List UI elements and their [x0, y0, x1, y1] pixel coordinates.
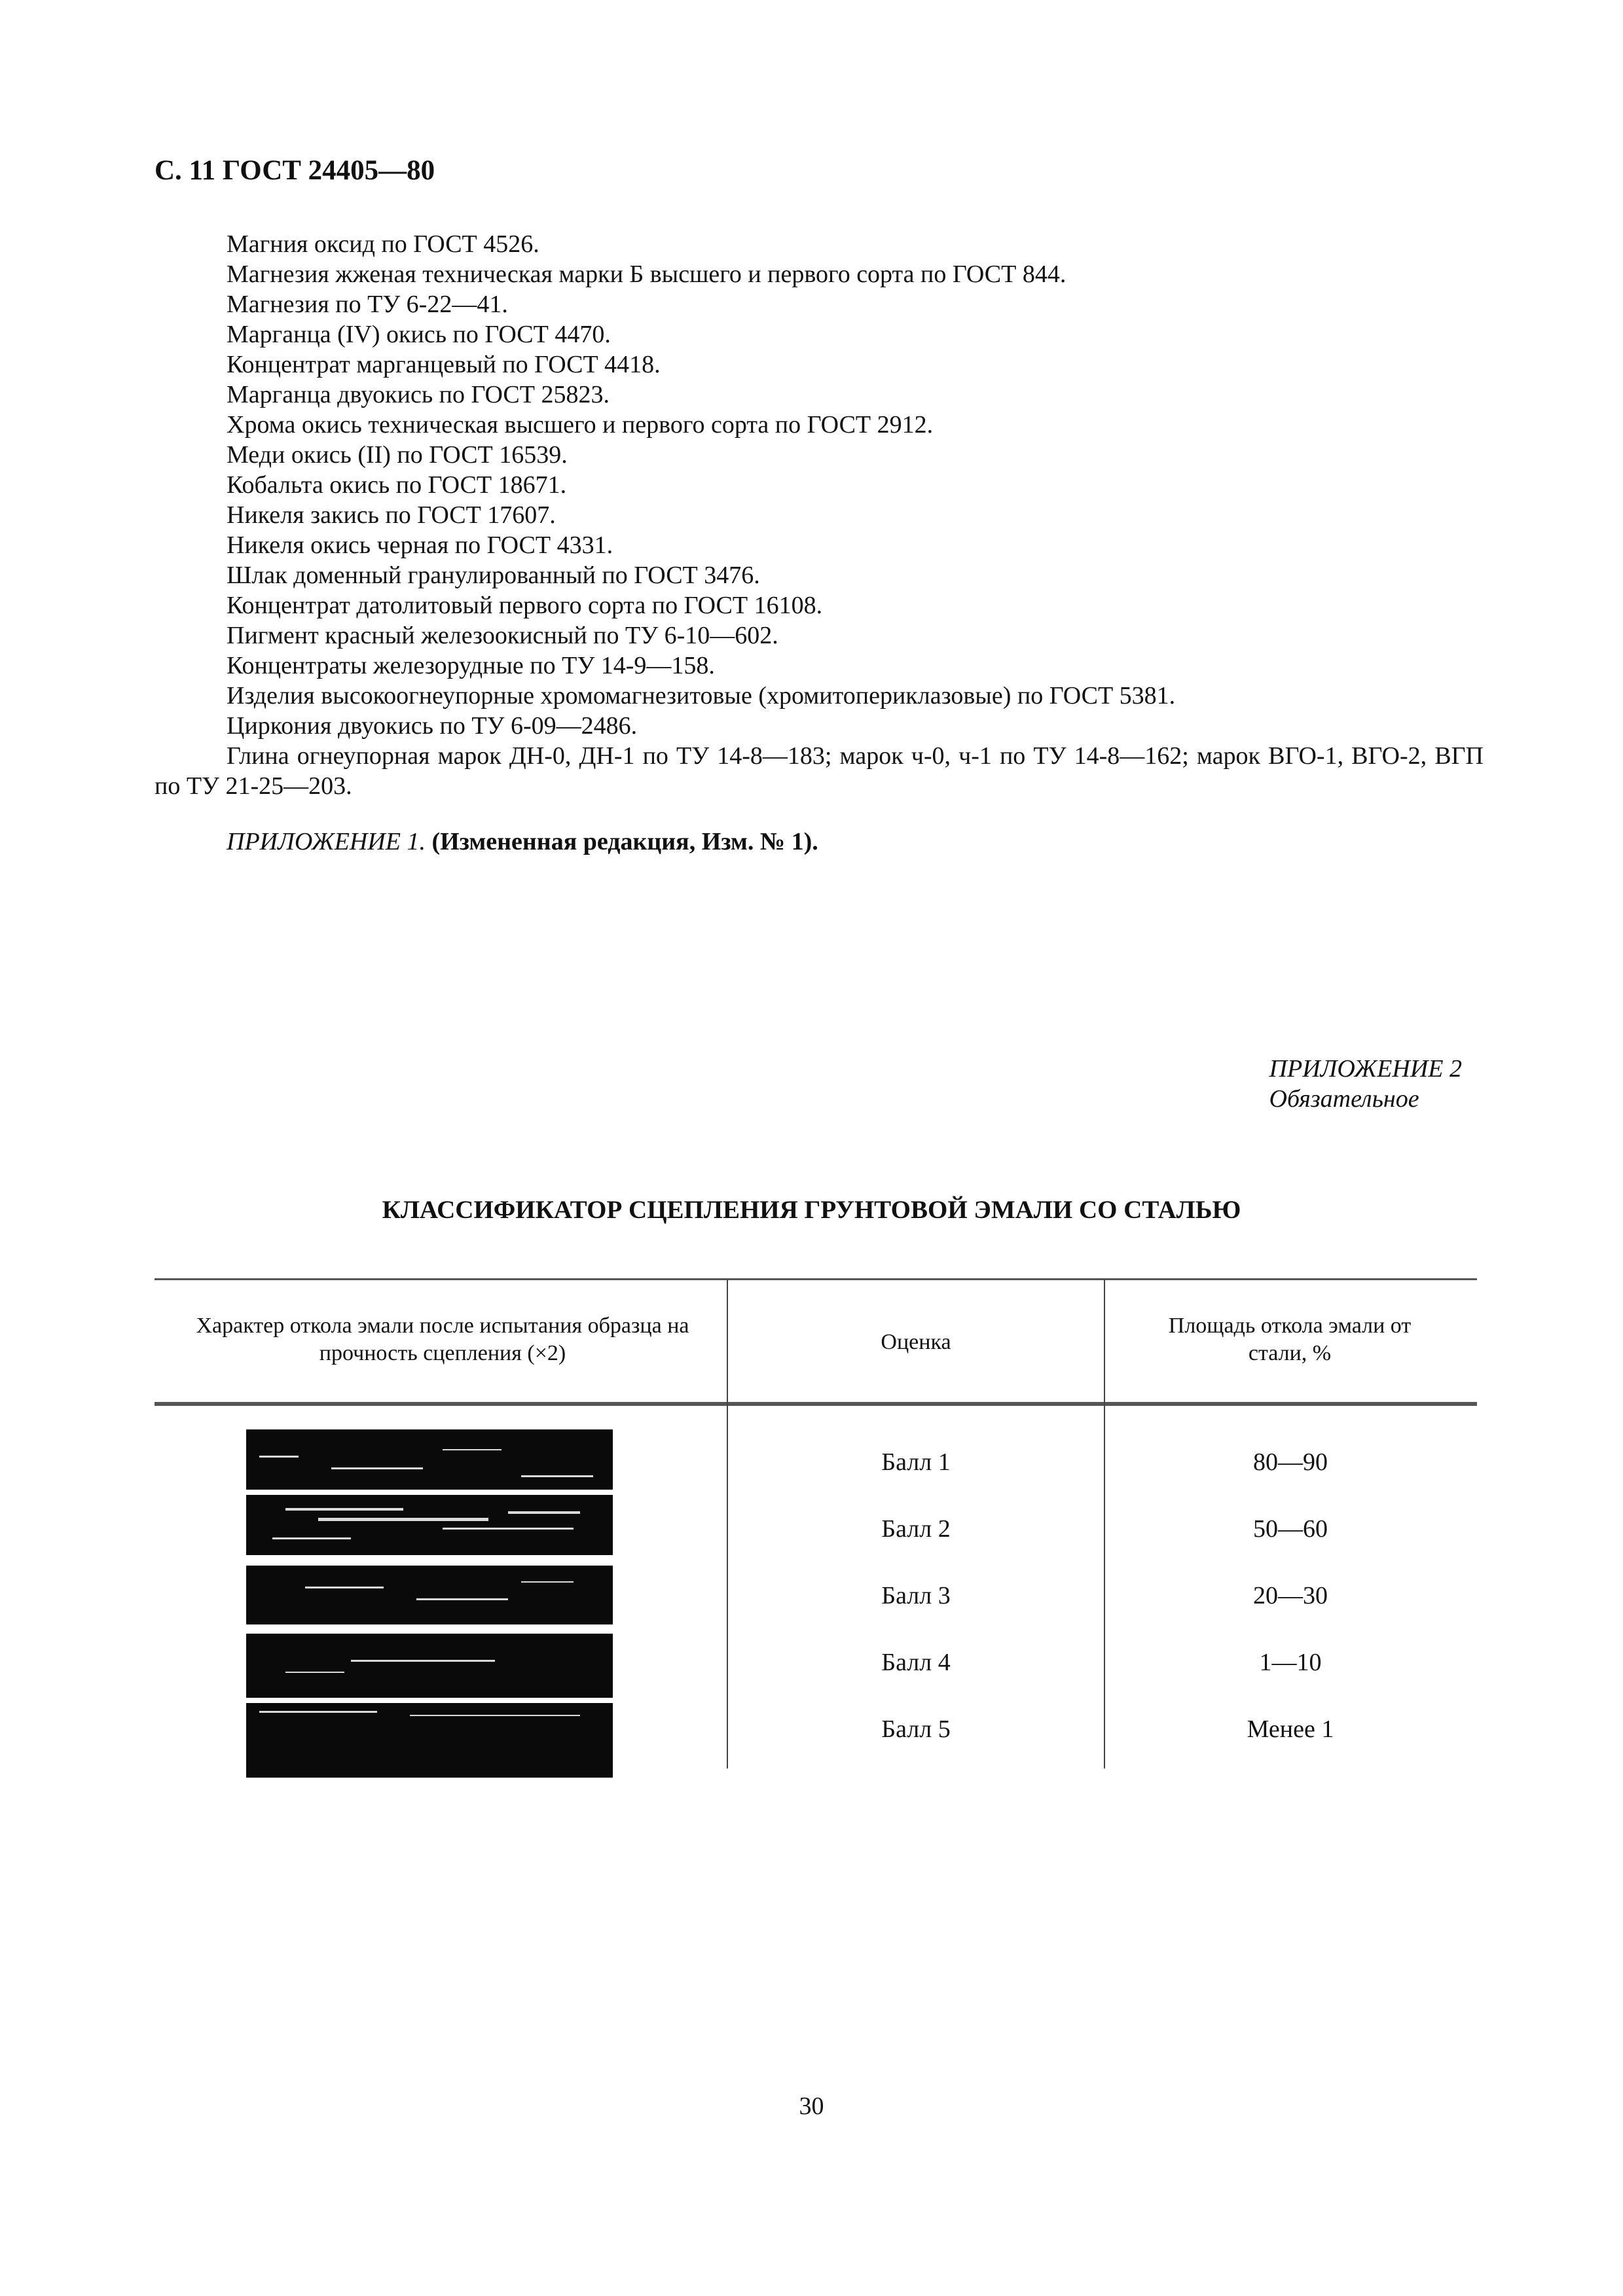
grade-cell: Балл 5 [881, 1715, 951, 1743]
area-cell: 50—60 [1253, 1515, 1328, 1543]
annex1-label: ПРИЛОЖЕНИЕ 1. [227, 828, 426, 855]
material-item: Меди окись (II) по ГОСТ 16539. [227, 441, 568, 469]
material-item: Шлак доменный гранулированный по ГОСТ 3476. [227, 562, 760, 589]
grade-cell: Балл 1 [881, 1448, 951, 1476]
grade-cell: Балл 3 [881, 1582, 951, 1609]
material-item: Концентраты железорудные по ТУ 14-9—158. [227, 652, 715, 679]
material-item: Глина огнеупорная марок ДН-0, ДН-1 по ТУ 14-8—183; марок ч-0, ч-1 по ТУ 14-8—162; марок ВГО-1, ВГО-2, ВГП по ТУ 21-25—203. [155, 742, 1484, 800]
material-item: Марганца двуокись по ГОСТ 25823. [227, 381, 610, 408]
grade-cell: Балл 4 [881, 1649, 951, 1676]
annex1-amendment-note [227, 827, 818, 856]
area-cell: 80—90 [1253, 1448, 1328, 1476]
material-item: Магнезия по ТУ 6-22—41. [227, 291, 508, 318]
grade-cell: Балл 2 [881, 1515, 951, 1543]
area-cell: 1—10 [1259, 1649, 1322, 1676]
material-item: Магния оксид по ГОСТ 4526. [227, 230, 539, 258]
header-area: Площадь откола эмали от стали, % [1168, 1314, 1412, 1365]
header-character: Характер откола эмали после испытания образца на прочность сцепления (×2) [196, 1314, 689, 1365]
running-head: С. 11 ГОСТ 24405—80 [155, 155, 435, 186]
enamel-chipping-specimens-image [246, 1429, 613, 1778]
amendment-text: (Измененная редакция, Изм. № 1). [431, 828, 818, 855]
annex2-heading [1269, 1054, 1462, 1114]
table-top-rule [155, 1278, 1477, 1280]
annex2-status: Обязательное [1269, 1085, 1419, 1113]
material-item: Циркония двуокись по ТУ 6-09—2486. [227, 712, 638, 740]
material-item: Концентрат марганцевый по ГОСТ 4418. [227, 351, 661, 378]
table-header-rule [155, 1402, 1477, 1406]
area-cell: 20—30 [1253, 1582, 1328, 1609]
material-item: Никеля окись черная по ГОСТ 4331. [227, 531, 613, 559]
header-grade: Оценка [881, 1330, 951, 1354]
table-title: КЛАССИФИКАТОР СЦЕПЛЕНИЯ ГРУНТОВОЙ ЭМАЛИ СО СТАЛЬЮ [382, 1196, 1241, 1224]
area-cell: Менее 1 [1247, 1715, 1334, 1743]
material-item: Концентрат датолитовый первого сорта по ГОСТ 16108. [227, 592, 823, 619]
material-item: Пигмент красный железоокисный по ТУ 6-10—602. [227, 622, 778, 649]
page-number: 30 [799, 2092, 824, 2120]
material-item: Изделия высокоогнеупорные хромомагнезитовые (хромитопериклазовые) по ГОСТ 5381. [227, 682, 1176, 709]
material-item: Хрома окись техническая высшего и первого сорта по ГОСТ 2912. [227, 411, 934, 439]
material-item: Марганца (IV) окись по ГОСТ 4470. [227, 321, 611, 348]
materials-list [155, 229, 1484, 801]
material-item: Магнезия жженая техническая марки Б высшего и первого сорта по ГОСТ 844. [227, 260, 1067, 288]
material-item: Никеля закись по ГОСТ 17607. [227, 501, 556, 529]
material-item: Кобальта окись по ГОСТ 18671. [227, 471, 567, 499]
annex2-title: ПРИЛОЖЕНИЕ 2 [1269, 1055, 1462, 1083]
